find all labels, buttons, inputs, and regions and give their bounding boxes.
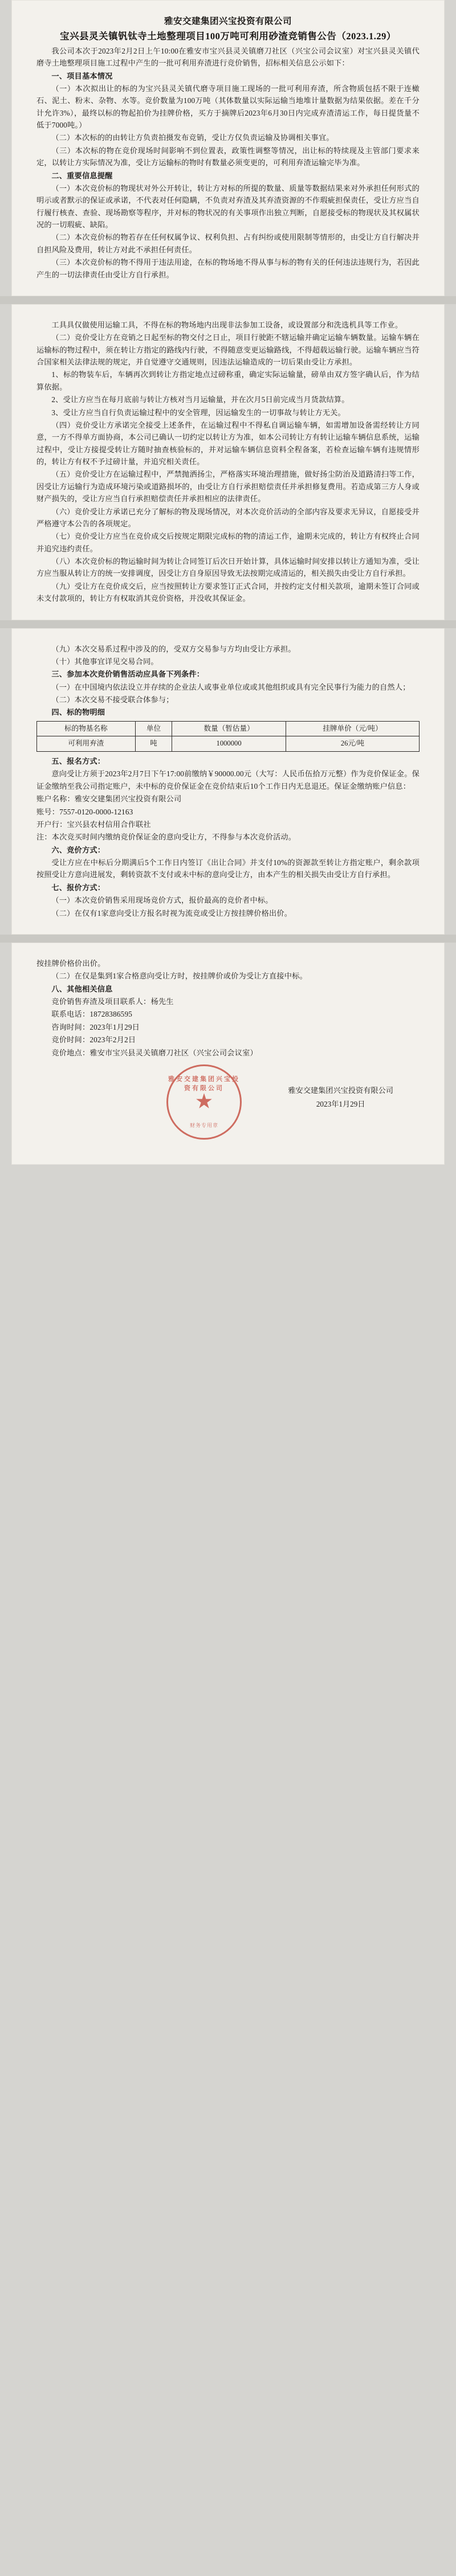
section-1-p1: （一）本次拟出让的标的为宝兴县灵关镇代磨寺项目施工现场的一批可利用弃渣，所含物质包括不限于连橄石、泥土、粉末、杂物、水等。竞价数量为100万吨（其体数量以实际运输当地堆计量数据为结果依据。差在千分计允许3%），最终以标的物起拍价为挂牌价格，买方于摘牌后2023年6月30日内完成弃渣清运工作，每日提货量不低于7000吨。）: [36, 84, 420, 130]
other-bid-place-value: 雅安市宝兴县灵关镇磨刀社区（兴宝公司会议室）: [89, 1048, 258, 1057]
section-3-p6: （四）竞价受让方承诺完全接受上述条件，在运输过程中不得私自调运输车辆，如需增加设备需经转让方同意，一方不得单方面协商，本公司已确认一切约定以转让方为准，如本公司转让方有转让运输车辆信息系统，运输过程中，受让方接提受转让方随时抽查核验标的，并对运输车辆信息资料全程备案，若检查运输车辆有违规情形的，转让方有权不予过磅计量，并追究相关责任。: [36, 420, 420, 466]
section-3-p5: 3、受让方应当自行负责运输过程中的安全管理，因运输发生的一切事故与转让方无关。: [51, 408, 345, 417]
seal-star-icon: ★: [196, 1092, 213, 1111]
sheet-gap-1: [0, 296, 456, 304]
section-bid-p1: （一）本次竞价销售采用现场竞价方式，报价最高的竞价者中标。: [51, 896, 273, 905]
section-price-p1: 受让方应在中标后分期满后5个工作日内签订《出让合同》并支付10%的资源款至转让方指定账户，剩余款项按照受让方意向进展发，剩转资款不支付或未中标的意向受让方，由本产生的相关损失由受让方自行承担。: [36, 858, 420, 879]
section-3-p1: 工具具仅做使用运输工具，不得在标的物场地内出现非法参加工设备，或设置部分和洗选机具等工作业。: [51, 320, 403, 329]
company-seal-stamp: [166, 1064, 242, 1140]
sheet-4: [11, 943, 445, 1165]
section-3-p9: （七）竞价受让方应当在竞价成交后按规定期限完成标的物的清运工作，逾期未完成的，转让方有权终止合同并追究违约责任。: [36, 532, 420, 553]
account-bank: 开户行：宝兴县农村信用合作联社: [36, 820, 151, 829]
table-col-quantity: 数量（暂估量）: [172, 721, 286, 736]
section-bid-heading: 七、报价方式：: [51, 883, 105, 892]
cell-unit: 吨: [135, 736, 172, 752]
cell-name: 可利用弃渣: [37, 736, 136, 752]
main-title: 宝兴县灵关镇钒钛寺土地整理项目100万吨可利用砂渣竞销售公告（2023.1.29）: [60, 31, 396, 42]
section-qualify-p1: （一）在中国境内依法设立并存续的企业法人或事业单位或或其他组织或具有完全民事行为能力的自然人；: [51, 682, 410, 691]
intro-paragraph: 我公司本次于2023年2月2日上午10:00在雅安市宝兴县灵关镇磨刀社区（兴宝公司会议室）对宝兴县灵关镇代磨寺土地整理项目施工过程中产生的一批可利用弃渣进行竞价销售，招标相关信息公示如下：: [36, 46, 420, 68]
section-3-p3: 1、标的物装车后，车辆再次到转让方指定地点过磅称重，确定实际运输量，磅单由双方签字确认后，作为结算依据。: [36, 370, 420, 391]
other-bid-time-label: 竞价时间：: [51, 1035, 90, 1045]
other-bid-place: [36, 1047, 420, 1059]
other-phone: [36, 1008, 420, 1020]
sheet-gap-2: [0, 620, 456, 628]
other-contact-person-label: 竞价销售弃渣及项目联系人：: [51, 997, 151, 1006]
other-contact-person: [36, 996, 420, 1008]
signature-block: [288, 1084, 393, 1111]
section-3-p11: （九）受让方在竞价成交后，应当按照转让方要求签订正式合同，并按约定支付相关款项，逾期未签订合同或未支付款项的，转让方有权取消其竞价资格，并没收其保证金。: [36, 581, 420, 603]
other-phone-value: 18728386595: [89, 1010, 133, 1019]
cell-price: 26元/吨: [286, 736, 419, 752]
section-other-heading: 八、其他相关信息: [51, 984, 113, 993]
section-target-heading: 四、标的物明细: [51, 708, 105, 717]
section-3-p2: （二）竞价受让方在竞销之日起至标的物交付之日止，项目行驶距不辖运输并确定运输车辆数量。运输车辆在运输标的物过程中，须在转让方指定的路线内行驶，不得随意变更运输路线，不得超载运输行驶。运输车辆应当符合国家相关法律法规的规定，并自觉遵守交通规则，因违法运输造成的一切后果由受让方承担。: [36, 333, 420, 367]
section-qualify-heading: 三、参加本次竞价销售活动应具备下列条件：: [51, 670, 205, 679]
register-note: 注：本次竞买时间内缴纳竞价保证金的意向受让方，不得参与本次竞价活动。: [36, 833, 296, 842]
trade-item-2: （十）其他事宜详见交易合同。: [51, 657, 158, 666]
table-col-name: 标的物基名称: [37, 721, 136, 736]
sheet-2: [11, 304, 445, 620]
section-1-p2: （二）本次标的的由转让方负责拍摄发布竞销，受让方仅负责运输及协调相关事宜。: [51, 133, 334, 142]
seal-bottom-text: 财务专用章: [189, 1122, 218, 1128]
tail-p2: （二）在仅是集到1家合格意向受让方时，按挂牌价或价为受让方直接中标。: [51, 972, 307, 981]
section-register-heading: 五、报名方式：: [51, 757, 105, 766]
section-price-heading: 六、竞价方式：: [51, 845, 105, 854]
section-2-heading: 二、重要信息提醒: [51, 171, 113, 180]
cell-quantity: 1000000: [172, 736, 286, 752]
section-register-p1: 意向受让方须于2023年2月7日下午17:00前缴纳￥90000.00元（大写：人民币伍拾万元整）作为竞价保证金。保证金缴纳至我公司指定账户，未中标的竞价保证金在竞价结束后10个工作日内无息退还。保证金缴纳账户信息：: [36, 769, 420, 791]
section-bid-p2: （二）在仅有1家意向受让方报名时视为流竞或受让方按挂牌价格出价。: [51, 908, 292, 918]
other-phone-label: 联系电话：: [51, 1010, 90, 1019]
other-consult-time: [36, 1021, 420, 1033]
table-header-row: [37, 721, 420, 736]
account-number: 账号：7557-0120-0000-12163: [36, 807, 133, 816]
other-contact-person-value: 杨先生: [150, 997, 174, 1006]
table-row: [37, 736, 420, 752]
sheet-3: [11, 628, 445, 935]
table-col-unit: 单位: [135, 721, 172, 736]
section-3-p8: （六）竞价受让方承诺已充分了解标的物及现场情况，对本次竞价活动的全部内容及要求无异议，自愿接受并严格遵守本公告的各项规定。: [36, 507, 420, 528]
table-col-price: 挂牌单价（元/吨）: [286, 721, 419, 736]
section-2-p2: （二）本次竞价标的物若存在任何权属争议、权利负担、占有纠纷或使用限制等情形的，由受让方自行解决并自担风险及费用，转让方对此不承担任何责任。: [36, 233, 420, 254]
section-3-p10: （八）本次竞价标的物运输时间为转让合同签订后次日开始计算，具体运输时间安排以转让方通知为准，受让方应当服从转让方的统一安排调度，因受让方自身原因导致无法按期完成清运的，相关损失由受让方自行承担。: [36, 557, 420, 578]
section-3-p4: 2、受让方应当在每月底前与转让方核对当月运输量，并在次月5日前完成当月货款结算。: [51, 395, 349, 404]
section-qualify-p2: （二）本次交易不接受联合体参与；: [51, 695, 174, 705]
org-title: 雅安交建集团兴宝投资有限公司: [164, 17, 292, 26]
seal-top-text: 雅安交建集团兴宝投资有限公司: [168, 1075, 240, 1092]
sheet-1: [11, 0, 445, 296]
section-3-p7: （五）竞价受让方在运输过程中，严禁抛洒扬尘，严格落实环境治理措施，做好扬尘防治及道路清扫等工作，因受让方运输行为造成环境污染或道路损坏的，由受让方自行承担赔偿责任并承担修复费用。若造成第三方人身或财产损失的，受让方应当自行承担赔偿责任并承担相应的法律责任。: [36, 470, 420, 503]
tail-p1: 按挂牌价格价出价。: [36, 959, 105, 968]
other-consult-time-label: 咨询时间：: [51, 1022, 90, 1031]
section-1-heading: 一、项目基本情况: [51, 71, 113, 80]
section-1-p3: （三）本次标的物在竞价现场时间影响不到位置表，政策性调整等情况，出让标的特续现及主管部门要求来定，以转让方实际情况为准，受让方运输标的物时有数量必须变更的，可利用弃渣运输完毕为准。: [36, 146, 420, 167]
signature-area: [36, 1064, 420, 1150]
other-bid-time-value: 2023年2月2日: [89, 1035, 136, 1045]
signature-date: 2023年1月29日: [316, 1099, 365, 1108]
other-consult-time-value: 2023年1月29日: [89, 1022, 140, 1031]
sheet-gap-3: [0, 935, 456, 943]
account-name: 账户名称：雅安交建集团兴宝投资有限公司: [36, 794, 182, 804]
section-2-p1: （一）本次竞价标的物现状对外公开转让，转让方对标的所提的数量、质量等数据结果来对外承担任何形式的明示或者默示的保证或承诺，不代表对任何隐瞒，不负责对弃渣及其弃渣资源的不作瑕疵担保责任，受让方应当自行履行核查、查验、现场勘察等程序，并对标的物状况的有关事项作出独立判断，自愿接受标的物现状及其权属状况的一切瑕疵、缺陷。: [36, 183, 420, 230]
section-2-p3: （三）本次竞价标的物不得用于违法用途，在标的物场地不得从事与标的物有关的任何违法违规行为，若因此产生的一切法律责任由受让方自行承担。: [36, 258, 420, 279]
target-table: [36, 721, 420, 752]
other-bid-time: [36, 1034, 420, 1046]
signature-company: 雅安交建集团兴宝投资有限公司: [288, 1086, 393, 1095]
trade-item-1: （九）本次交易系过程中涉及的的，受双方交易参与方均由受让方承担。: [51, 644, 296, 653]
other-bid-place-label: 竞价地点：: [51, 1048, 90, 1057]
